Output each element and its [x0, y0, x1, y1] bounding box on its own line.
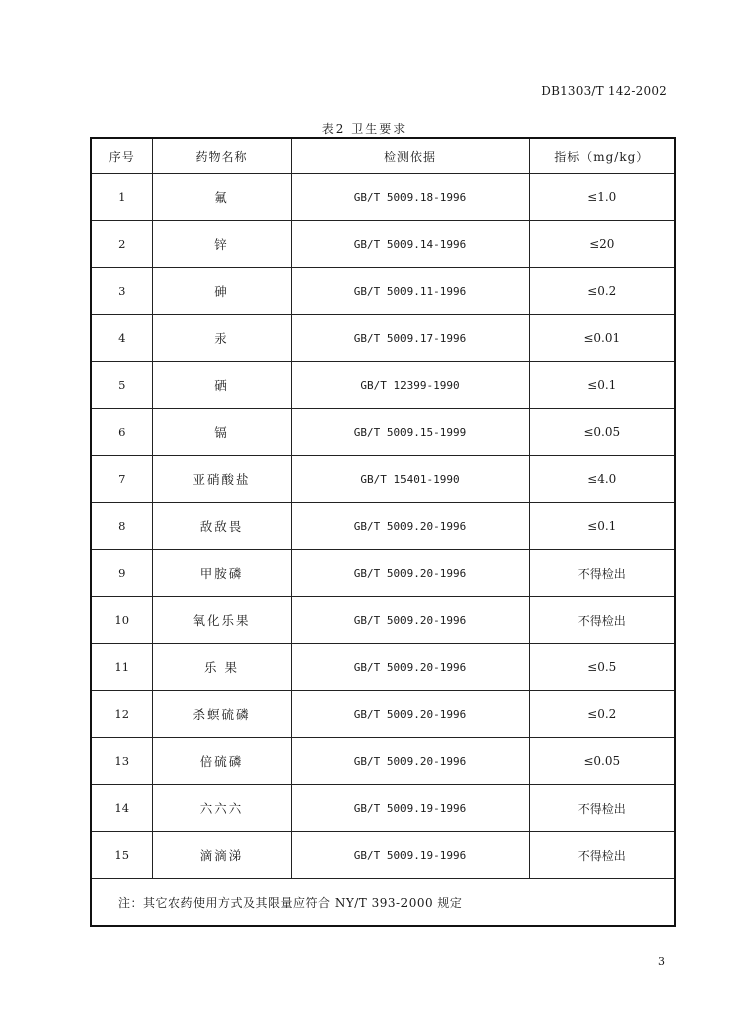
- limit-value-cell: ≤4.0: [529, 456, 675, 503]
- table-row: [91, 221, 675, 268]
- table-row: [91, 456, 675, 503]
- drug-name-cell: 倍硫磷: [152, 738, 291, 785]
- row-number-cell: 14: [91, 785, 152, 832]
- test-method-cell: GB/T 5009.20-1996: [291, 503, 529, 550]
- test-method-cell: GB/T 5009.20-1996: [291, 550, 529, 597]
- table-header-row: [91, 138, 675, 174]
- table-row: [91, 268, 675, 315]
- row-number-cell: 9: [91, 550, 152, 597]
- limit-value-cell: 不得检出: [529, 832, 675, 879]
- limit-value-cell: 不得检出: [529, 597, 675, 644]
- drug-name-cell: 氧化乐果: [152, 597, 291, 644]
- table-row: [91, 362, 675, 409]
- test-method-cell: GB/T 5009.11-1996: [291, 268, 529, 315]
- row-number-cell: 10: [91, 597, 152, 644]
- drug-name-cell: 滴滴涕: [152, 832, 291, 879]
- table-row: [91, 785, 675, 832]
- row-number-cell: 7: [91, 456, 152, 503]
- test-method-cell: GB/T 5009.20-1996: [291, 597, 529, 644]
- test-method-cell: GB/T 5009.20-1996: [291, 644, 529, 691]
- table-row: [91, 832, 675, 879]
- limit-value-cell: ≤0.2: [529, 691, 675, 738]
- table-note-row: [91, 879, 675, 927]
- row-number-cell: 4: [91, 315, 152, 362]
- limit-value-cell: 不得检出: [529, 785, 675, 832]
- column-header-limit: 指标（mg/kg）: [529, 138, 675, 174]
- drug-name-cell: 氟: [152, 174, 291, 221]
- row-number-cell: 2: [91, 221, 152, 268]
- column-header-no: 序号: [91, 138, 152, 174]
- table-row: [91, 409, 675, 456]
- limit-value-cell: ≤0.1: [529, 503, 675, 550]
- drug-name-cell: 杀螟硫磷: [152, 691, 291, 738]
- test-method-cell: GB/T 5009.18-1996: [291, 174, 529, 221]
- row-number-cell: 12: [91, 691, 152, 738]
- row-number-cell: 15: [91, 832, 152, 879]
- test-method-cell: GB/T 5009.20-1996: [291, 691, 529, 738]
- drug-name-cell: 砷: [152, 268, 291, 315]
- column-header-drug-name: 药物名称: [152, 138, 291, 174]
- table-note: 注：其它农药使用方式及其限量应符合 NY/T 393-2000 规定: [91, 879, 675, 927]
- test-method-cell: GB/T 5009.15-1999: [291, 409, 529, 456]
- drug-name-cell: 六六六: [152, 785, 291, 832]
- column-header-test-method: 检测依据: [291, 138, 529, 174]
- test-method-cell: GB/T 5009.20-1996: [291, 738, 529, 785]
- table-row: [91, 738, 675, 785]
- limit-value-cell: ≤20: [529, 221, 675, 268]
- table-row: [91, 550, 675, 597]
- row-number-cell: 6: [91, 409, 152, 456]
- limit-value-cell: ≤0.1: [529, 362, 675, 409]
- limit-value-cell: ≤1.0: [529, 174, 675, 221]
- table-row: [91, 597, 675, 644]
- table-body: [91, 174, 675, 879]
- table-row: [91, 174, 675, 221]
- row-number-cell: 11: [91, 644, 152, 691]
- limit-value-cell: ≤0.01: [529, 315, 675, 362]
- limit-value-cell: ≤0.05: [529, 409, 675, 456]
- table-caption: 表2 卫生要求: [321, 122, 408, 136]
- document-code: DB1303/T 142-2002: [541, 84, 667, 98]
- test-method-cell: GB/T 5009.19-1996: [291, 785, 529, 832]
- drug-name-cell: 乐 果: [152, 644, 291, 691]
- drug-name-cell: 亚硝酸盐: [152, 456, 291, 503]
- table-row: [91, 503, 675, 550]
- table-row: [91, 691, 675, 738]
- drug-name-cell: 甲胺磷: [152, 550, 291, 597]
- drug-name-cell: 镉: [152, 409, 291, 456]
- drug-name-cell: 敌敌畏: [152, 503, 291, 550]
- table-row: [91, 315, 675, 362]
- table-row: [91, 644, 675, 691]
- limit-value-cell: ≤0.05: [529, 738, 675, 785]
- row-number-cell: 1: [91, 174, 152, 221]
- drug-name-cell: 硒: [152, 362, 291, 409]
- drug-name-cell: 汞: [152, 315, 291, 362]
- row-number-cell: 3: [91, 268, 152, 315]
- test-method-cell: GB/T 5009.17-1996: [291, 315, 529, 362]
- limit-value-cell: 不得检出: [529, 550, 675, 597]
- page-number: 3: [658, 955, 665, 968]
- test-method-cell: GB/T 12399-1990: [291, 362, 529, 409]
- row-number-cell: 13: [91, 738, 152, 785]
- test-method-cell: GB/T 5009.19-1996: [291, 832, 529, 879]
- drug-name-cell: 锌: [152, 221, 291, 268]
- row-number-cell: 5: [91, 362, 152, 409]
- limit-value-cell: ≤0.5: [529, 644, 675, 691]
- test-method-cell: GB/T 5009.14-1996: [291, 221, 529, 268]
- hygiene-requirements-table: [90, 137, 676, 927]
- row-number-cell: 8: [91, 503, 152, 550]
- test-method-cell: GB/T 15401-1990: [291, 456, 529, 503]
- limit-value-cell: ≤0.2: [529, 268, 675, 315]
